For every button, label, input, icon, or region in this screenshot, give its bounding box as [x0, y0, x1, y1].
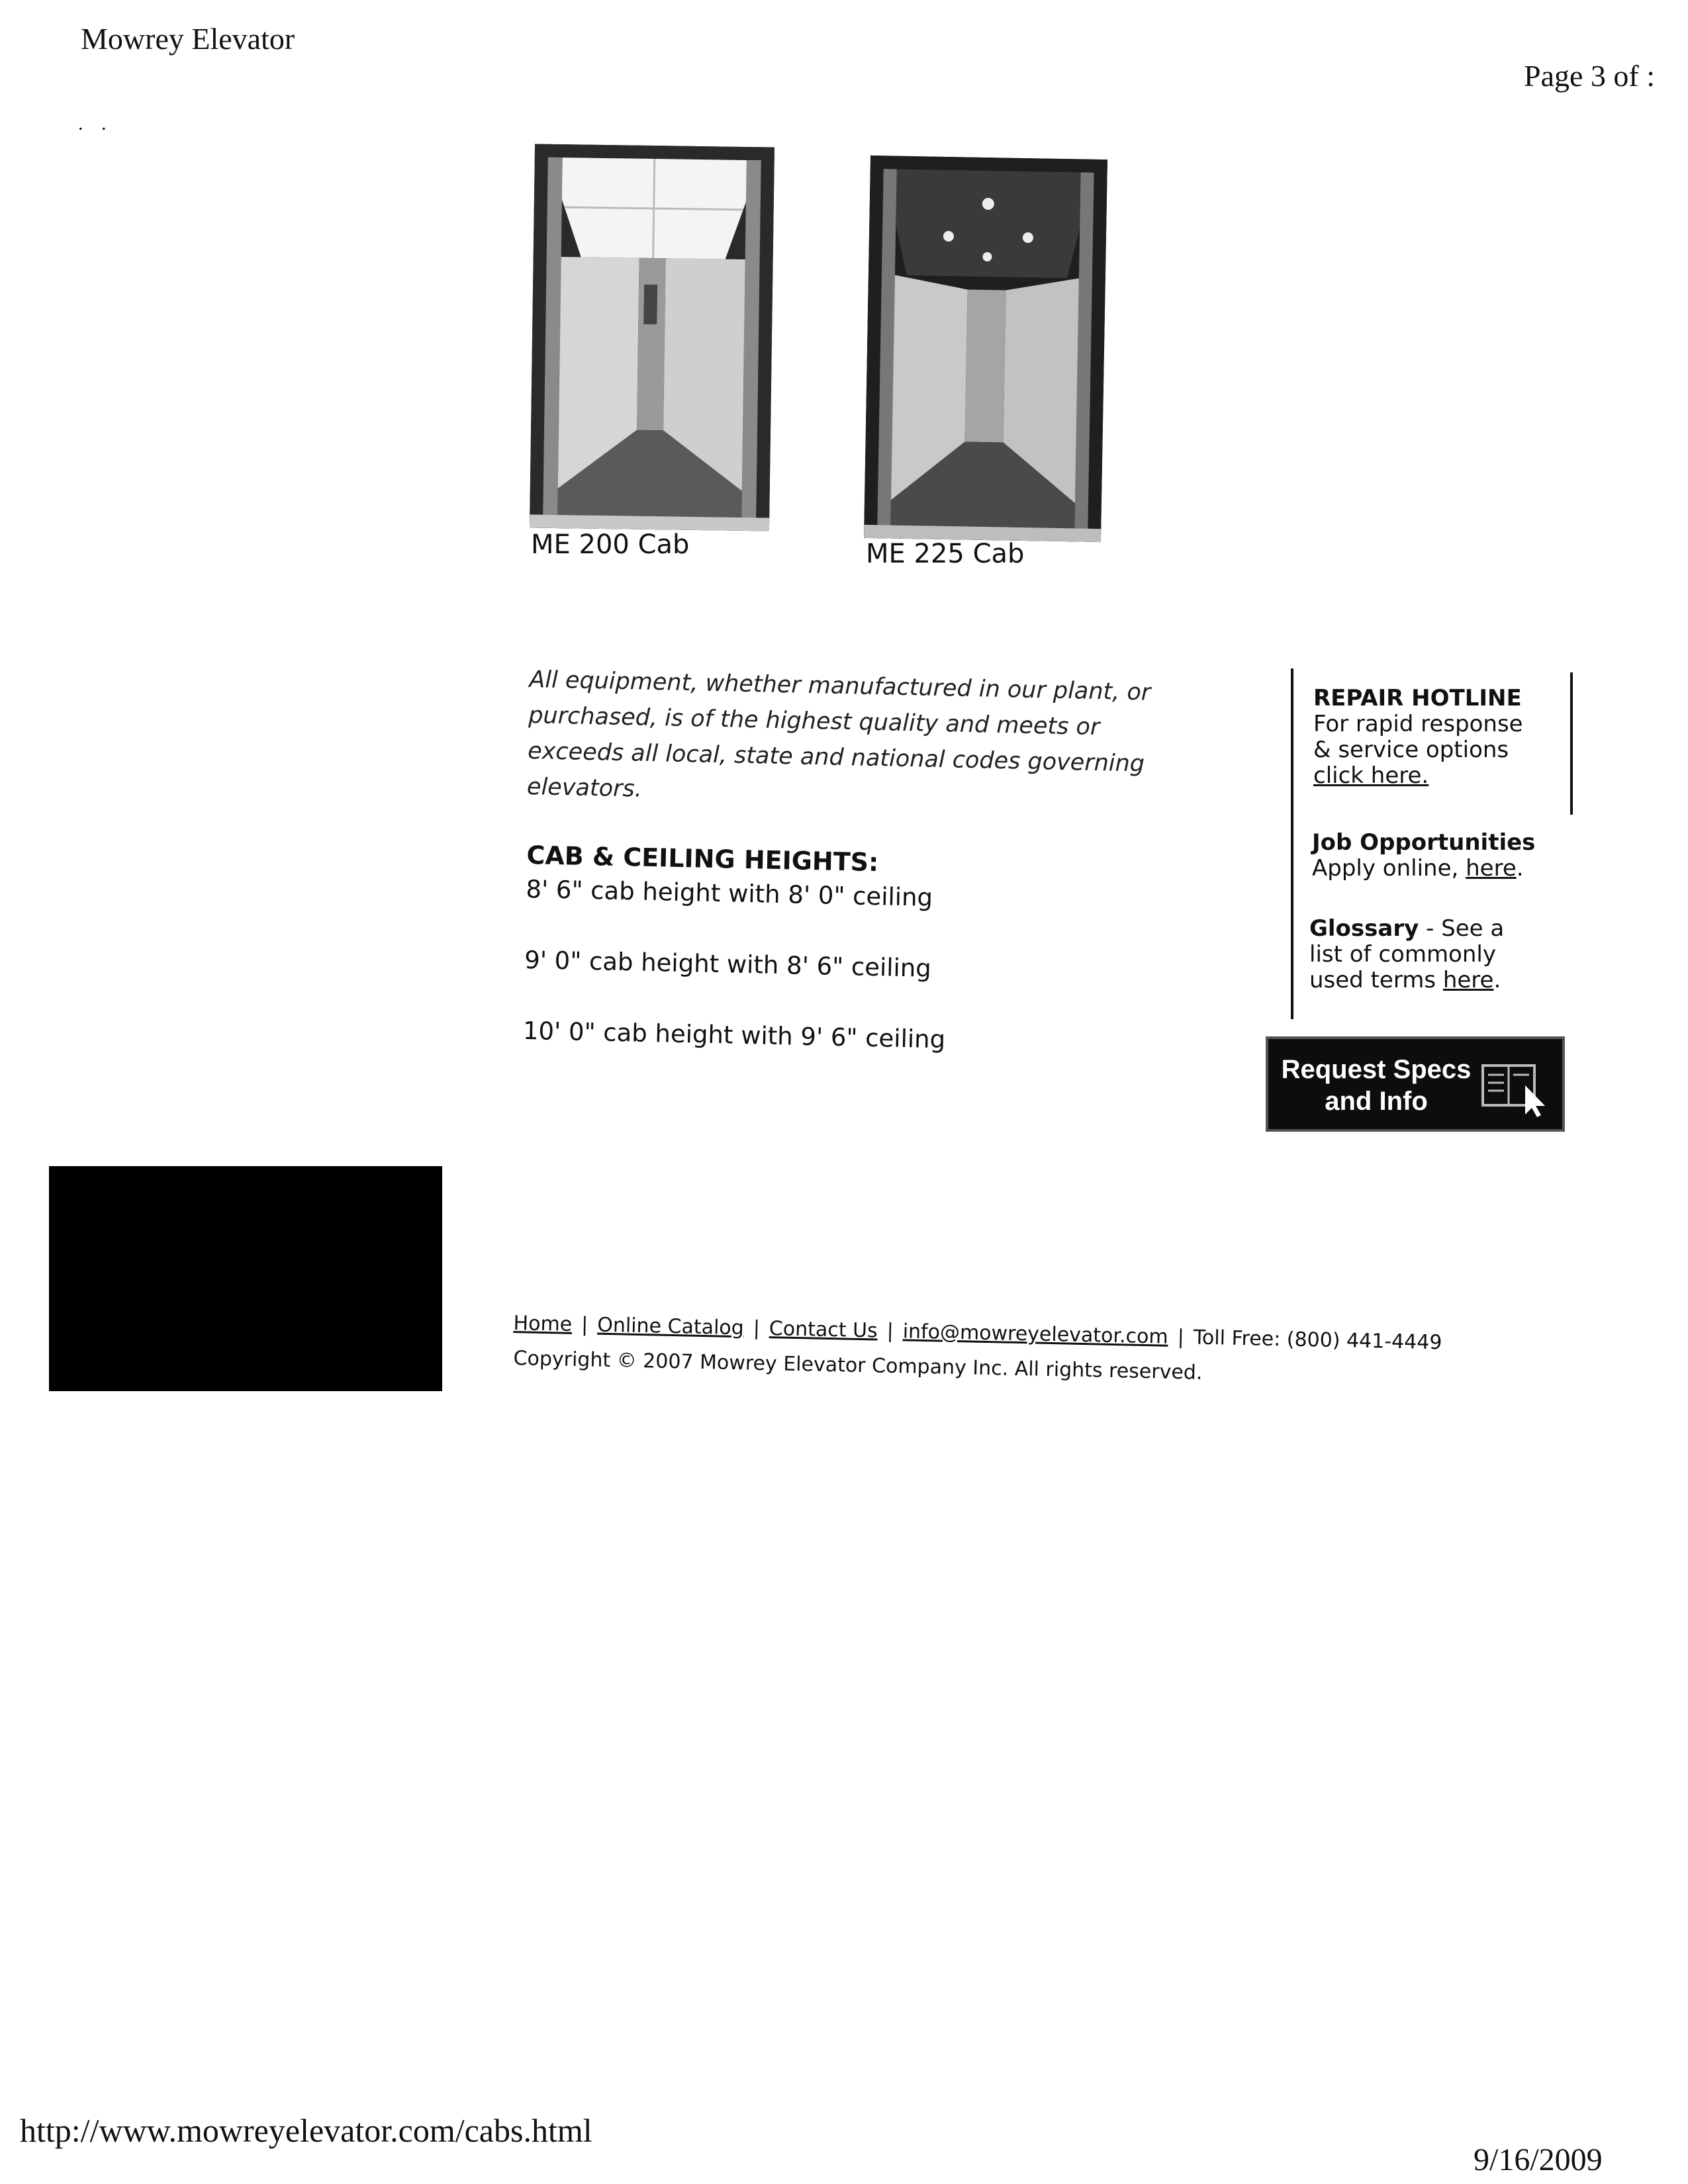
job-opportunities-title: Job Opportunities	[1312, 829, 1536, 856]
footer-nav	[513, 1312, 1442, 1354]
request-specs-line: Request Specs	[1281, 1055, 1472, 1084]
footer-link-email[interactable]: info@mowreyelevator.com	[902, 1320, 1169, 1349]
elevator-cab-photo-icon	[864, 156, 1107, 542]
me-225-cab-photo	[864, 156, 1107, 542]
page-indicator: Page 3 of :	[1524, 59, 1656, 93]
punctuation: .	[1493, 967, 1501, 993]
punctuation: .	[1516, 855, 1524, 882]
request-specs-line: and Info	[1325, 1087, 1428, 1116]
site-title: Mowrey Elevator	[81, 22, 295, 56]
glossary	[1309, 916, 1504, 993]
cab-caption: ME 225 Cab	[866, 539, 1025, 569]
glossary-text: list of commonly	[1309, 941, 1496, 968]
scan-marks: . .	[78, 113, 113, 134]
separator: |	[753, 1316, 761, 1340]
glossary-text: used terms	[1309, 967, 1443, 993]
repair-hotline-text: For rapid response	[1313, 711, 1523, 737]
job-opportunities-text: Apply online,	[1312, 855, 1466, 882]
printed-date: 9/16/2009	[1474, 2142, 1603, 2177]
separator: |	[886, 1319, 894, 1343]
job-opportunities	[1312, 830, 1535, 882]
repair-hotline-title: REPAIR HOTLINE	[1313, 685, 1522, 711]
me-200-cab-photo	[530, 144, 774, 531]
heights-heading: CAB & CEILING HEIGHTS:	[526, 841, 879, 878]
redaction-block	[49, 1166, 442, 1391]
height-spec-line: 8' 6" cab height with 8' 0" ceiling	[526, 874, 933, 912]
repair-hotline-text: & service options	[1313, 737, 1509, 763]
job-opportunities-link[interactable]: here	[1466, 855, 1517, 882]
copyright-notice: Copyright © 2007 Mowrey Elevator Company Inc. All rights reserved.	[513, 1347, 1203, 1385]
cab-ceiling-heights	[523, 841, 1123, 1058]
catalog-pointer-icon	[1479, 1059, 1552, 1118]
glossary-text: - See a	[1419, 915, 1505, 942]
glossary-link[interactable]: here	[1442, 967, 1494, 993]
cab-caption: ME 200 Cab	[531, 529, 690, 560]
quality-statement: All equipment, whether manufactured in our plant, or purchased, is of the highest quality and meets or exceeds all local, state and national codes governing elevators.	[526, 666, 1151, 803]
request-specs-button[interactable]	[1266, 1036, 1565, 1132]
footer-link-home[interactable]: Home	[513, 1312, 573, 1336]
height-spec-line: 10' 0" cab height with 9' 6" ceiling	[522, 1016, 946, 1054]
elevator-cab-photo-icon	[530, 144, 774, 531]
height-spec-line: 9' 0" cab height with 8' 6" ceiling	[524, 945, 932, 983]
sidebar	[1291, 668, 1578, 1019]
glossary-title: Glossary	[1309, 915, 1419, 942]
printed-url: http://www.mowreyelevator.com/cabs.html	[20, 2112, 592, 2149]
hotline-border	[1570, 672, 1573, 815]
footer-link-contact-us[interactable]: Contact Us	[769, 1317, 878, 1343]
repair-hotline-link[interactable]: click here.	[1313, 762, 1429, 789]
separator: |	[581, 1313, 588, 1337]
request-specs-label	[1280, 1054, 1472, 1117]
separator: |	[1177, 1326, 1185, 1349]
repair-hotline-box	[1313, 686, 1523, 789]
footer-link-online-catalog[interactable]: Online Catalog	[596, 1313, 745, 1340]
toll-free-number: Toll Free: (800) 441-4449	[1193, 1326, 1442, 1355]
